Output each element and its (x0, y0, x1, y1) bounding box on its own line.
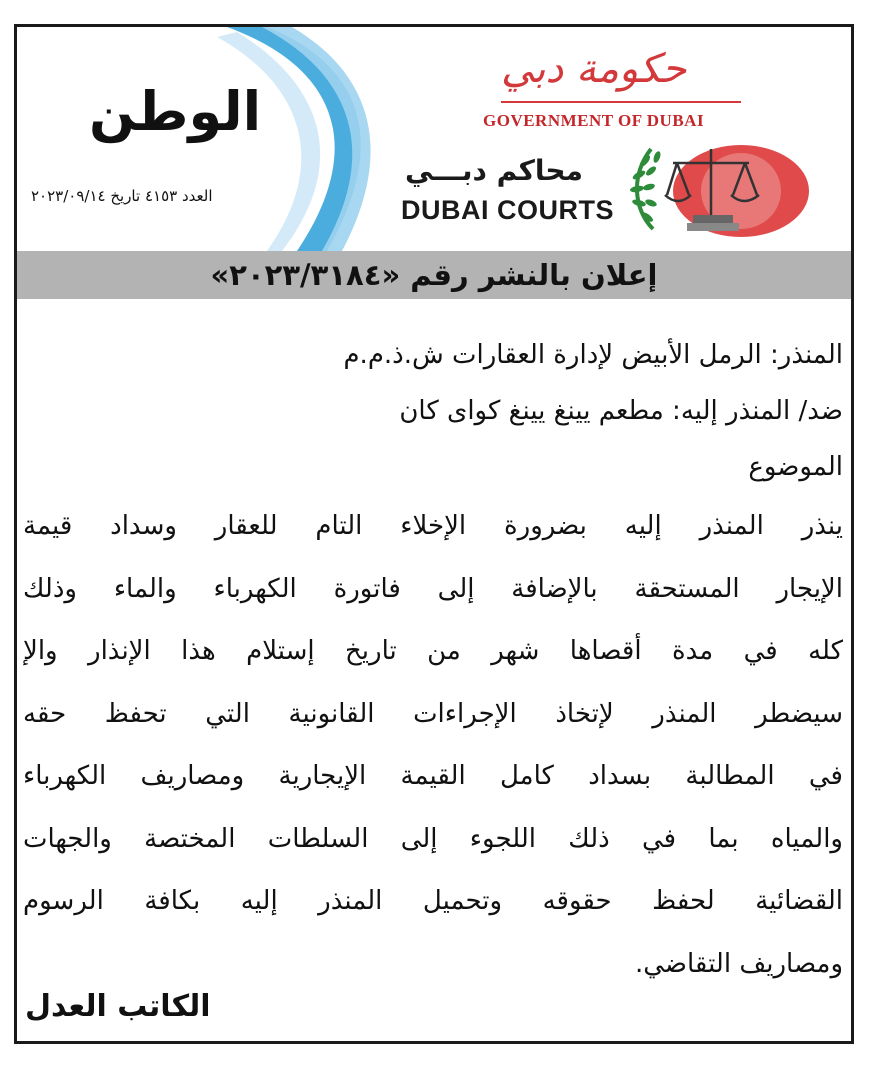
divider (501, 101, 741, 103)
notifier-line: المنذر: الرمل الأبيض لإدارة العقارات ش.ذ.م.م (343, 340, 843, 370)
notice-title: إعلان بالنشر رقم «٢٠٢٣/٣١٨٤» (210, 258, 658, 292)
body-line: والمياه بما في ذلك اللجوء إلى السلطات المختصة والجهات (23, 823, 843, 854)
body-line: ينذر المنذر إليه بضرورة الإخلاء التام للعقار وسداد قيمة (23, 511, 843, 541)
newspaper-name: الوطن (89, 80, 262, 143)
notice-body (23, 327, 843, 995)
body-line: القضائية لحفظ حقوقه وتحميل المنذر إليه بكافة الرسوم (23, 886, 843, 916)
notice-frame (14, 24, 854, 1044)
government-logo-arabic: حكومة دبي (501, 46, 687, 92)
courts-logo-arabic: محاكم دبـــي (405, 154, 583, 187)
notice-title-band (17, 251, 851, 299)
respondent-line: ضد/ المنذر إليه: مطعم يينغ يينغ كواى كان (399, 396, 843, 426)
body-line: الإيجار المستحقة بالإضافة إلى فاتورة الكهرباء والماء وذلك (23, 573, 843, 604)
body-line: كله في مدة أقصاها شهر من تاريخ إستلام هذا الإنذار والإ (23, 636, 843, 666)
signature-notary: الكاتب العدل (25, 989, 211, 1024)
body-line: سيضطر المنذر لإتخاذ الإجراءات القانونية التي تحفظ حقه (23, 698, 843, 729)
subject-label: الموضوع (748, 452, 843, 482)
header (17, 27, 851, 251)
newspaper-masthead (17, 27, 317, 251)
scales-emblem-icon (623, 139, 813, 243)
government-logo-english: GOVERNMENT OF DUBAI (483, 111, 705, 130)
body-line: في المطالبة بسداد كامل القيمة الإيجارية ومصاريف الكهرباء (23, 761, 843, 791)
body-line: ومصاريف التقاضي. (635, 948, 843, 979)
courts-logo-english: DUBAI COURTS (401, 195, 614, 225)
issue-date-line: العدد ٤١٥٣ تاريخ ٢٠٢٣/٠٩/١٤ (31, 187, 213, 205)
